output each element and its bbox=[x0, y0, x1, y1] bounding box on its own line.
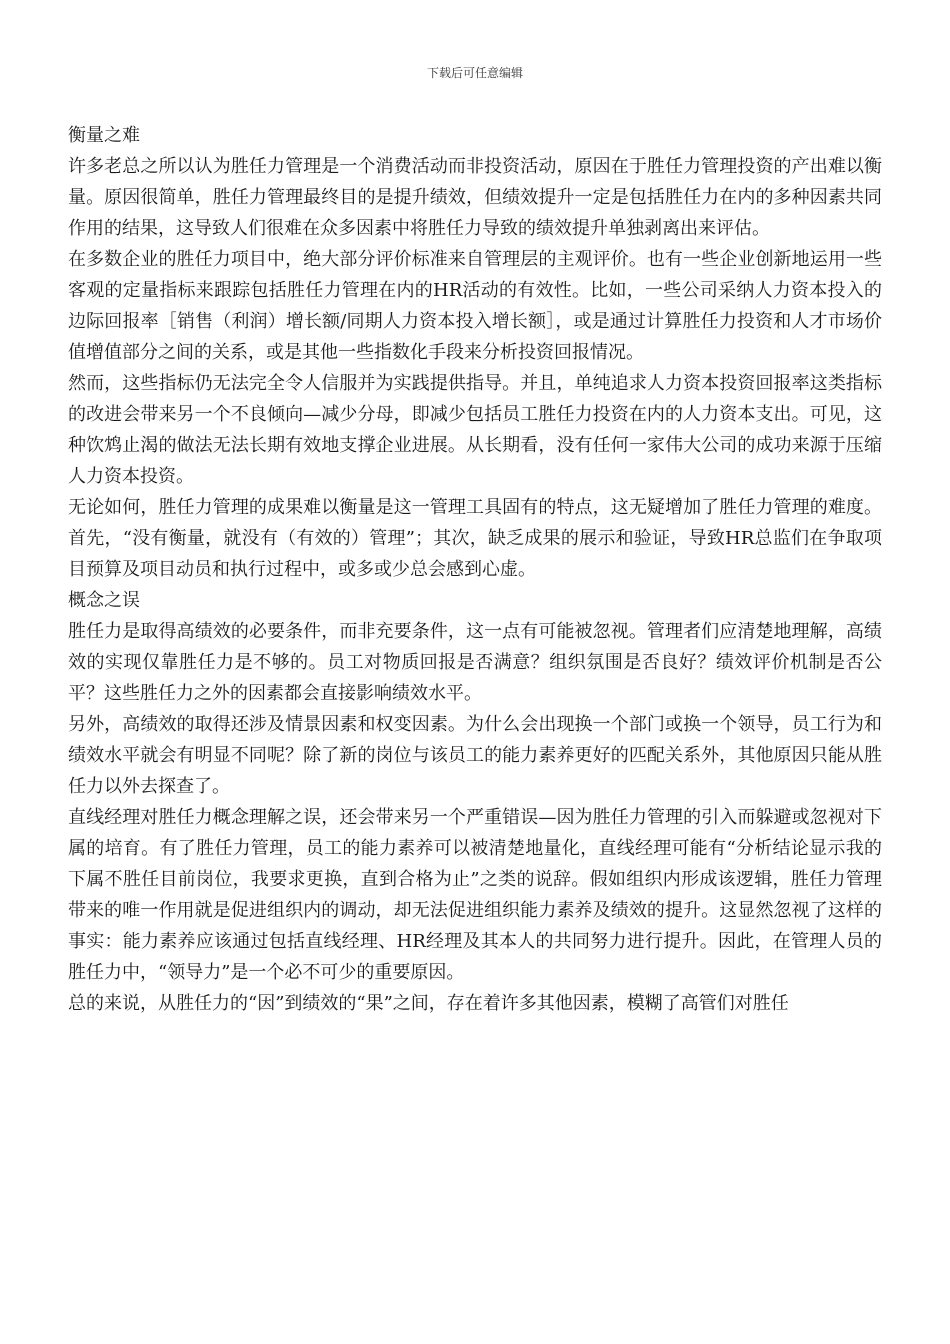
paragraph: 在多数企业的胜任力项目中，绝大部分评价标准来自管理层的主观评价。也有一些企业创新地运用一些客观的定量指标来跟踪包括胜任力管理在内的HR活动的有效性。比如，一些公司采纳人力资本投入的边际回报率［销售（利润）增长额/同期人力资本投入增长额］，或是通过计算胜任力投资和人才市场价值增值部分之间的关系，或是其他一些指数化手段来分析投资回报情况。 bbox=[68, 249, 882, 363]
paragraph: 另外，高绩效的取得还涉及情景因素和权变因素。为什么会出现换一个部门或换一个领导，员工行为和绩效水平就会有明显不同呢？除了新的岗位与该员工的能力素养更好的匹配关系外，其他原因只能从胜任力以外去探查了。 bbox=[68, 714, 882, 797]
page-header: 下载后可任意编辑 bbox=[426, 66, 523, 80]
section-heading-measurement: 衡量之难 bbox=[68, 125, 140, 146]
paragraph: 总的来说，从胜任力的“因”到绩效的“果”之间，存在着许多其他因素，模糊了高管们对胜任 bbox=[68, 993, 789, 1014]
paragraph: 许多老总之所以认为胜任力管理是一个消费活动而非投资活动，原因在于胜任力管理投资的产出难以衡量。原因很简单，胜任力管理最终目的是提升绩效，但绩效提升一定是包括胜任力在内的多种因素共同作用的结果，这导致人们很难在众多因素中将胜任力导致的绩效提升单独剥离出来评估。 bbox=[68, 156, 882, 239]
paragraph: 然而，这些指标仍无法完全令人信服并为实践提供指导。并且，单纯追求人力资本投资回报率这类指标的改进会带来另一个不良倾向—减少分母，即减少包括员工胜任力投资在内的人力资本支出。可见，这种饮鸩止渴的做法无法长期有效地支撑企业进展。从长期看，没有任何一家伟大公司的成功来源于压缩人力资本投资。 bbox=[68, 373, 882, 487]
paragraph: 直线经理对胜任力概念理解之误，还会带来另一个严重错误—因为胜任力管理的引入而躲避或忽视对下属的培育。有了胜任力管理，员工的能力素养可以被清楚地量化，直线经理可能有“分析结论显示我的下属不胜任目前岗位，我要求更换，直到合格为止”之类的说辞。假如组织内形成该逻辑，胜任力管理带来的唯一作用就是促进组织内的调动，却无法促进组织能力素养及绩效的提升。这显然忽视了这样的事实：能力素养应该通过包括直线经理、HR经理及其本人的共同努力进行提升。因此，在管理人员的胜任力中，“领导力”是一个必不可少的重要原因。 bbox=[68, 807, 882, 983]
paragraph: 胜任力是取得高绩效的必要条件，而非充要条件，这一点有可能被忽视。管理者们应清楚地理解，高绩效的实现仅靠胜任力是不够的。员工对物质回报是否满意？组织氛围是否良好？绩效评价机制是否公平？这些胜任力之外的因素都会直接影响绩效水平。 bbox=[68, 621, 882, 704]
paragraph: 无论如何，胜任力管理的成果难以衡量是这一管理工具固有的特点，这无疑增加了胜任力管理的难度。首先，“没有衡量，就没有（有效的）管理”；其次，缺乏成果的展示和验证，导致HR总监们在争取项目预算及项目动员和执行过程中，或多或少总会感到心虚。 bbox=[68, 497, 882, 580]
section-heading-concept: 概念之误 bbox=[68, 590, 140, 611]
document-body bbox=[68, 120, 882, 1019]
